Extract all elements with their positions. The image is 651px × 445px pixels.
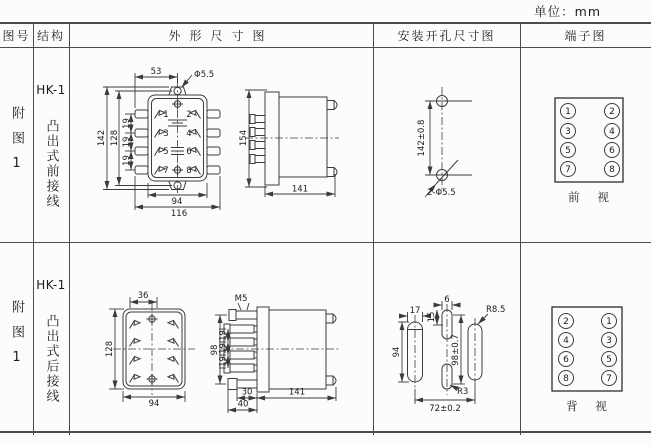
- relay-rear-view: [105, 291, 195, 409]
- relay-side-view: [239, 90, 339, 197]
- terminal-number: 3: [565, 127, 571, 138]
- dim-label: 19: [122, 136, 132, 148]
- dim-label: 142: [97, 129, 107, 147]
- dim-label: 94: [148, 399, 160, 409]
- screw-hole-icon: [147, 314, 158, 325]
- dim-label: 53: [150, 67, 162, 77]
- fig-no-text: 附图1: [9, 106, 24, 183]
- dim-label: 128: [110, 129, 120, 147]
- fig-no-text: 附图1: [9, 300, 24, 377]
- dim-label: 2-Φ5.5: [427, 188, 456, 198]
- contact-flag-icon: [130, 321, 179, 383]
- terminal-number: 8: [563, 374, 569, 385]
- dim-label: 19: [218, 356, 229, 367]
- dim-label: 15: [427, 311, 437, 323]
- relay-side-view-rear: [210, 294, 339, 413]
- dim-label: 19: [218, 330, 229, 341]
- dim-label: 17: [409, 306, 421, 316]
- terminal-number: 5: [606, 355, 612, 366]
- terminal-number: 8: [609, 165, 615, 176]
- dim-label: 19: [218, 343, 229, 354]
- terminal-pins: [559, 314, 617, 386]
- terminal-cell-row2: [520, 242, 651, 435]
- mounting-cell-row2: [373, 242, 520, 435]
- dim-label: 40: [237, 399, 249, 410]
- terminal-diagram-front-view: [520, 47, 651, 242]
- terminal-number: 3: [606, 336, 612, 347]
- view-caption: 背 视: [566, 399, 614, 413]
- dim-label: 154: [239, 129, 249, 147]
- dim-label: R3: [457, 387, 469, 397]
- terminal-number: 4: [609, 127, 615, 138]
- unit-label: 单位：mm: [534, 4, 601, 19]
- dim-label: 98: [210, 344, 220, 356]
- pin-number: 3: [163, 129, 169, 139]
- header-structure: 结构: [36, 29, 65, 43]
- outline-drawing-rear-wiring: [69, 242, 373, 435]
- pin-number: 4: [186, 129, 192, 139]
- dim-label: 142±0.8: [417, 119, 427, 157]
- header-mounting: 安装开孔尺寸图: [397, 29, 496, 43]
- terminal-number: 1: [565, 107, 571, 118]
- terminal-number: 1: [606, 317, 612, 328]
- mounting-cell-row1: [373, 47, 520, 242]
- terminal-number: 7: [565, 165, 571, 176]
- front-dimensions: [97, 67, 220, 219]
- terminal-number: 2: [609, 107, 615, 118]
- terminal-number: 6: [563, 355, 569, 366]
- dim-label: 30: [241, 387, 253, 398]
- screw-hole-icon: [172, 165, 183, 176]
- dim-label: 6: [444, 295, 450, 305]
- spec-table: [0, 22, 651, 433]
- dim-label: 72±0.2: [429, 404, 461, 414]
- dim-label: 94: [171, 197, 183, 207]
- outline-cell-row1: [69, 47, 373, 242]
- pin-number: 5: [163, 147, 169, 157]
- fig-no-cell-row2: [0, 242, 33, 435]
- header-fig-no: 图号: [2, 29, 31, 43]
- side-pins: [250, 115, 265, 164]
- dim-label: Φ5.5: [194, 70, 215, 80]
- dim-label: 141: [291, 184, 309, 195]
- pin-number: 8: [186, 166, 192, 176]
- outline-cell-row2: [69, 242, 373, 435]
- outline-drawing-front-wiring: [69, 47, 373, 242]
- terminal-studs: [224, 324, 257, 373]
- dim-label: 94: [392, 346, 402, 358]
- terminal-diagram-rear-view: [520, 242, 651, 435]
- relay-front-view: [135, 80, 220, 195]
- terminal-pins: [561, 104, 620, 177]
- dim-label: 36: [137, 291, 149, 301]
- dim-label: 19: [122, 155, 132, 166]
- screw-hole-icon: [172, 99, 183, 110]
- screw-hole-icon: [147, 374, 158, 385]
- terminal-number: 5: [565, 146, 571, 157]
- dim-label: 116: [170, 209, 188, 219]
- terminal-number: 6: [609, 146, 615, 157]
- fig-no-cell-row1: [0, 47, 33, 242]
- pin-number: 1: [163, 110, 169, 120]
- header-outline: 外形尺寸图: [168, 29, 274, 43]
- pin-number: 2: [186, 110, 192, 120]
- view-caption: 前 视: [568, 190, 616, 204]
- mounting-drawing-row1: [373, 47, 520, 242]
- structure-cell-row2: [33, 242, 69, 435]
- structure-text: 凸出式后接线: [43, 314, 59, 404]
- structure-cell-row1: [33, 47, 69, 242]
- header-terminal: 端子图: [564, 29, 607, 43]
- structure-text: 凸出式前接线: [43, 119, 59, 209]
- dim-label: 128: [105, 340, 115, 358]
- dim-label: 98±0.7: [451, 334, 461, 366]
- mounting-drawing-row2: [373, 242, 520, 435]
- pin-number: 6: [186, 147, 192, 157]
- dim-label: M5: [234, 294, 248, 304]
- model-text: HK-1: [36, 83, 66, 97]
- terminal-number: 2: [563, 317, 569, 328]
- terminal-number: 4: [563, 336, 569, 347]
- dim-label: 19: [122, 118, 132, 129]
- dim-label: R8.5: [486, 305, 506, 315]
- model-text: HK-1: [36, 278, 66, 292]
- terminal-cell-row1: [520, 47, 651, 242]
- pin-number: 7: [163, 166, 169, 176]
- terminal-number: 7: [606, 374, 612, 385]
- dim-label: 141: [288, 387, 306, 398]
